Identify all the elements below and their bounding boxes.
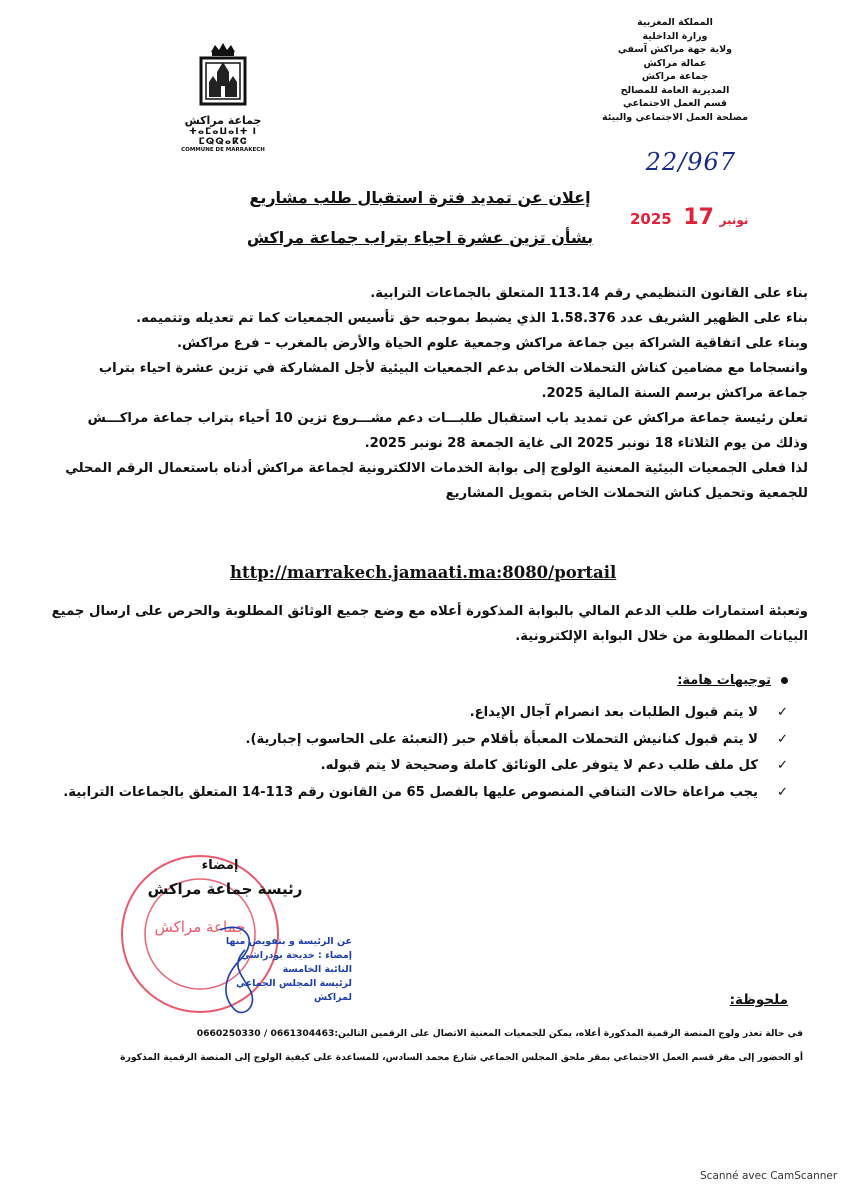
body-paragraph: للجمعية وتحميل كناش التحملات الخاص بتمويل المشاريع <box>445 486 808 501</box>
note-item <box>68 753 788 780</box>
checkmark-icon: ✓ <box>776 705 788 720</box>
header-line: مصلحة العمل الاجتماعي والبيئة <box>602 111 748 123</box>
logo-name-arabic: جماعة مراكش <box>184 114 262 127</box>
delegation-line: عن الرئيسة و بتفويض منها <box>225 936 352 947</box>
note-item <box>68 700 788 727</box>
remark-line: أو الحضور إلى مقر قسم العمل الاجتماعي بمقر ملحق المجلس الجماعي شارع محمد السادس، للمساعدة على كيفية الولوج إلى المنصة الرقمية المذكورة <box>120 1052 803 1063</box>
checkmark-icon: ✓ <box>776 731 788 747</box>
body-paragraph: وبناء على اتفاقية الشراكة بين جماعة مراكش وجمعية علوم الحياة والأرض بالمغرب – فرع مراكش. <box>176 336 808 351</box>
signatory-title: رئيسة جماعة مراكش <box>147 880 303 898</box>
delegation-line: لرئيسة المجلس الجماعي لمراكش <box>235 978 352 1003</box>
body-paragraph: تعلن رئيسة جماعة مراكش عن تمديد باب استقبال طلبـــات دعم مشـــروع تزين 10 أحياء بتراب جماعة مراكـــش <box>87 411 808 426</box>
body-paragraph: وانسجاما مع مضامين كناش التحملات الخاص بدعم الجمعيات البيئية لأجل المشاركة في تزين عشرة احياء بتراب <box>98 361 808 376</box>
coat-of-arms-icon <box>195 42 251 108</box>
handwritten-signature <box>200 920 280 1020</box>
header-line: قسم العمل الاجتماعي <box>622 98 728 109</box>
notes-header <box>677 673 788 688</box>
notes-list <box>63 700 788 806</box>
date-stamp <box>630 205 748 230</box>
date-year: 2025 <box>630 210 672 228</box>
logo-name-french: COMMUNE DE MARRAKECH <box>181 147 265 153</box>
header-line: وزارة الداخلية <box>642 30 708 42</box>
body-paragraph: جماعة مراكش برسم السنة المالية 2025. <box>541 386 808 401</box>
delegation-line: إمضاء : خديجة بودراشي <box>240 950 352 961</box>
note-item <box>63 780 788 807</box>
remark-title: ملحوظة: <box>729 992 788 1008</box>
checkmark-icon: ✓ <box>776 784 788 800</box>
commune-logo <box>168 42 278 153</box>
bullet-icon <box>781 677 788 684</box>
signature-label: إمضاء <box>201 858 239 873</box>
announcement-title-line2: بشأن تزين عشرة احياء بتراب جماعة مراكش <box>246 228 594 247</box>
body-paragraph: وتعبئة استمارات طلب الدعم المالي بالبوابة المذكورة أعلاه مع وضع جميع الوثائق المطلوبة والحرص على ارسال جميع <box>51 604 808 619</box>
date-day: 17 <box>683 205 714 230</box>
body-paragraphs <box>48 281 808 506</box>
delegation-line: النائبة الخامسة <box>282 964 352 975</box>
header-line: عمالة مراكش <box>643 57 707 69</box>
notes-header-label: توجيهات هامة: <box>677 673 771 688</box>
header-line: المملكة المغربية <box>637 17 713 28</box>
header-line: المديرية العامة للمصالح <box>620 84 730 96</box>
note-text: يجب مراعاة حالات التنافي المنصوص عليها بالفصل 65 من القانون رقم 113-14 المتعلق بالجماعات الترابية. <box>63 784 758 800</box>
reference-number: 22/967 <box>645 148 736 176</box>
note-text: كل ملف طلب دعم لا يتوفر على الوثائق كاملة وصحيحة لا يتم قبوله. <box>320 758 758 773</box>
header-line: جماعة مراكش <box>641 71 709 82</box>
after-url-paragraph <box>48 599 808 649</box>
date-month: نونبر <box>719 213 749 227</box>
stamp-text: جماعة مراكش <box>154 918 246 936</box>
logo-name-tifinagh: ⵜⴰⵎⴰⵡⴰⵏⵜ ⵏ ⵎⵕⵕⴰⴽⵛ <box>189 127 257 147</box>
note-text: لا يتم قبول الطلبات بعد انصرام آجال الإيداع. <box>469 705 758 720</box>
announcement-title-line1: إعلان عن تمديد فترة استقبال طلب مشاريع <box>249 188 591 207</box>
note-text: لا يتم قبول كنانيش التحملات المعبأة بأقلام حبر (التعبئة على الحاسوب إجبارية). <box>245 731 758 747</box>
body-paragraph: بناء على القانون التنظيمي رقم 113.14 المتعلق بالجماعات الترابية. <box>370 286 808 301</box>
remark-line: في حالة تعذر ولوج المنصة الرقمية المذكورة أعلاه، يمكن للجمعيات المعنية الاتصال على الرقمين التالين:0661304463 / 0660250330 <box>196 1028 803 1039</box>
checkmark-icon: ✓ <box>776 758 788 773</box>
body-paragraph: البيانات المطلوبة من خلال البوابة الإلكترونية. <box>515 629 808 644</box>
portal-url-link[interactable]: http://marrakech.jamaati.ma:8080/portail <box>230 563 617 582</box>
note-item <box>68 727 788 754</box>
body-paragraph: بناء على الظهير الشريف عدد 1.58.376 الذي يضبط بموجبه حق تأسيس الجمعيات كما تم تعديله وتتميمه. <box>136 311 808 326</box>
camscanner-watermark: Scanné avec CamScanner <box>700 1170 838 1182</box>
body-paragraph: لذا فعلى الجمعيات البيئية المعنية الولوج إلى بوابة الخدمات الالكترونية لجماعة مراكش أدناه باستعمال الرقم المحلي <box>65 461 808 476</box>
header-line: ولاية جهة مراكش آسفي <box>617 44 733 55</box>
body-paragraph: وذلك من يوم الثلاثاء 18 نونبر 2025 الى غاية الجمعة 28 نونبر 2025. <box>364 436 808 451</box>
administrative-header <box>580 16 770 124</box>
